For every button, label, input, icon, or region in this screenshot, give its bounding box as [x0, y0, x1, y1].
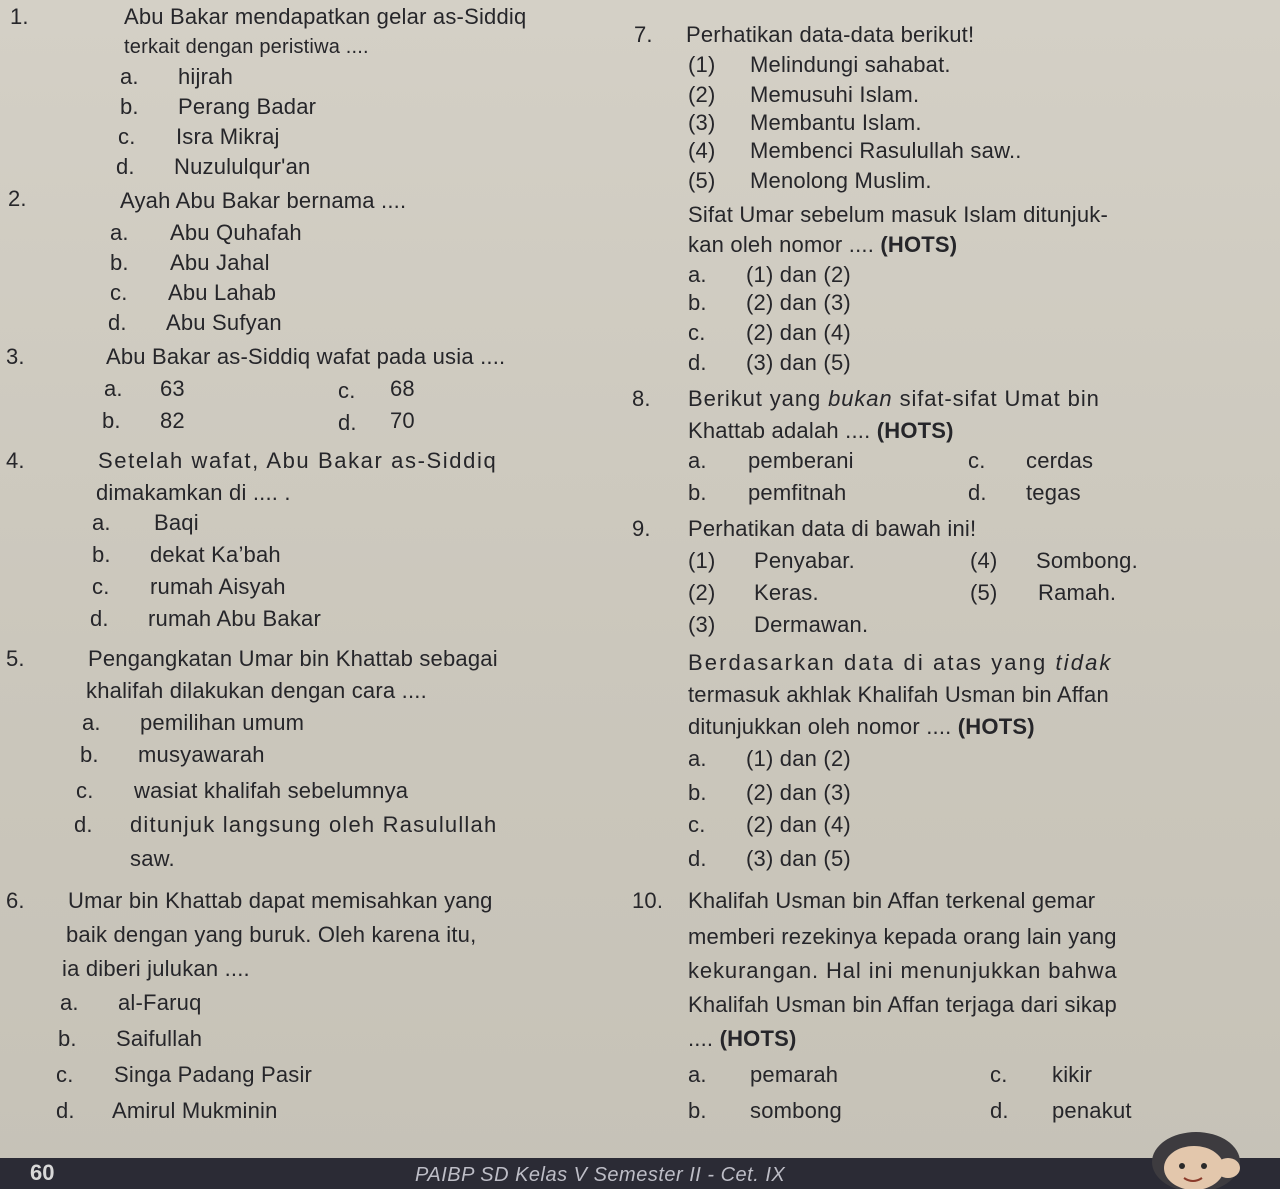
data-number: (4) — [970, 548, 998, 573]
option-letter: c. — [56, 1062, 74, 1087]
option-letter: c. — [118, 124, 136, 149]
data-text: Melindungi sahabat. — [750, 52, 951, 77]
option-text: Abu Quhafah — [170, 220, 302, 245]
option-letter: b. — [110, 250, 129, 275]
data-text: Dermawan. — [754, 612, 869, 637]
data-number: (5) — [970, 580, 998, 605]
option-text: tegas — [1026, 480, 1081, 505]
option-letter: d. — [688, 350, 707, 375]
option-text: 70 — [390, 408, 415, 433]
option-text: pemberani — [748, 448, 854, 473]
option-letter: d. — [968, 480, 987, 505]
question-stem: kekurangan. Hal ini menunjukkan bahwa — [688, 958, 1118, 983]
data-number: (4) — [688, 138, 716, 163]
data-text: Ramah. — [1038, 580, 1117, 605]
option-text: (1) dan (2) — [746, 746, 851, 771]
option-text: Isra Mikraj — [176, 124, 280, 149]
option-text: (2) dan (4) — [746, 812, 851, 837]
option-letter: a. — [104, 376, 123, 401]
option-letter: d. — [338, 410, 357, 435]
option-text: Abu Jahal — [170, 250, 270, 275]
question-number: 9. — [632, 516, 651, 541]
option-letter: a. — [688, 262, 707, 287]
option-letter: a. — [688, 448, 707, 473]
option-letter: b. — [102, 408, 121, 433]
question-prompt: Sifat Umar sebelum masuk Islam ditunjuk- — [688, 202, 1109, 227]
option-text: kikir — [1052, 1062, 1093, 1087]
question-number: 10. — [632, 888, 664, 913]
option-letter: d. — [116, 154, 135, 179]
question-stem: Abu Bakar as-Siddiq wafat pada usia .... — [106, 344, 506, 369]
question-stem: khalifah dilakukan dengan cara .... — [86, 678, 427, 703]
question-prompt: Berdasarkan data di atas yang tidak — [688, 650, 1113, 675]
option-letter: a. — [688, 1062, 707, 1087]
option-text: Abu Lahab — [168, 280, 277, 305]
option-letter: c. — [110, 280, 128, 305]
question-prompt: termasuk akhlak Khalifah Usman bin Affan — [688, 682, 1109, 707]
option-letter: b. — [688, 290, 707, 315]
option-text: pemfitnah — [748, 480, 847, 505]
question-prompt: ditunjukkan oleh nomor .... (HOTS) — [688, 714, 1035, 739]
question-number: 6. — [6, 888, 25, 913]
option-letter: c. — [76, 778, 94, 803]
question-number: 8. — [632, 386, 651, 411]
question-stem: ia diberi julukan .... — [62, 956, 250, 981]
question-stem: Pengangkatan Umar bin Khattab sebagai — [88, 646, 498, 671]
question-stem: baik dengan yang buruk. Oleh karena itu, — [66, 922, 477, 947]
option-text: Abu Sufyan — [166, 310, 282, 335]
option-text: penakut — [1052, 1098, 1132, 1123]
hots-label: (HOTS) — [719, 1026, 797, 1051]
question-stem: Berikut yang bukan sifat-sifat Umat bin — [688, 386, 1100, 411]
question-stem: Perhatikan data-data berikut! — [686, 22, 975, 47]
option-letter: a. — [688, 746, 707, 771]
option-letter: a. — [120, 64, 139, 89]
option-letter: c. — [688, 812, 706, 837]
option-letter: c. — [338, 378, 356, 403]
option-letter: b. — [688, 780, 707, 805]
option-text: 63 — [160, 376, 185, 401]
question-stem: Ayah Abu Bakar bernama .... — [120, 188, 407, 213]
option-text: wasiat khalifah sebelumnya — [134, 778, 409, 803]
option-letter: d. — [74, 812, 93, 837]
question-stem: memberi rezekinya kepada orang lain yang — [688, 924, 1117, 949]
option-letter: b. — [120, 94, 139, 119]
data-number: (2) — [688, 82, 716, 107]
option-text: (2) dan (3) — [746, 780, 851, 805]
footer-text: PAIBP SD Kelas V Semester II - Cet. IX — [415, 1164, 786, 1186]
question-number: 7. — [634, 22, 653, 47]
option-text-continuation: saw. — [130, 846, 175, 871]
option-letter: d. — [90, 606, 109, 631]
option-text: Nuzululqur'an — [174, 154, 311, 179]
question-number: 5. — [6, 646, 25, 671]
option-letter: b. — [58, 1026, 77, 1051]
data-text: Sombong. — [1036, 548, 1138, 573]
option-text: sombong — [750, 1098, 842, 1123]
option-letter: d. — [990, 1098, 1009, 1123]
student-mascot-icon — [1140, 1128, 1260, 1189]
option-text: Saifullah — [116, 1026, 203, 1051]
option-letter: c. — [688, 320, 706, 345]
option-letter: a. — [82, 710, 101, 735]
option-text: (2) dan (3) — [746, 290, 851, 315]
data-text: Memusuhi Islam. — [750, 82, 920, 107]
option-text: (3) dan (5) — [746, 846, 851, 871]
question-number: 1. — [10, 4, 29, 29]
option-letter: a. — [60, 990, 79, 1015]
data-number: (3) — [688, 110, 716, 135]
question-stem: Khalifah Usman bin Affan terkenal gemar — [688, 888, 1096, 913]
question-stem: Khattab adalah .... (HOTS) — [688, 418, 954, 443]
data-text: Membantu Islam. — [750, 110, 922, 135]
question-number: 3. — [6, 344, 25, 369]
option-text: rumah Aisyah — [150, 574, 286, 599]
option-letter: c. — [92, 574, 110, 599]
option-text: (1) dan (2) — [746, 262, 851, 287]
option-letter: b. — [688, 1098, 707, 1123]
question-stem: .... (HOTS) — [688, 1026, 797, 1051]
data-text: Penyabar. — [754, 548, 855, 573]
option-text: Baqi — [154, 510, 199, 535]
question-stem: terkait dengan peristiwa .... — [124, 36, 369, 58]
question-stem: Umar bin Khattab dapat memisahkan yang — [68, 888, 493, 913]
page-number: 60 — [30, 1160, 55, 1185]
option-text: dekat Ka’bah — [150, 542, 281, 567]
question-stem: Abu Bakar mendapatkan gelar as-Siddiq — [124, 4, 527, 29]
option-letter: d. — [108, 310, 127, 335]
hots-label: (HOTS) — [876, 418, 954, 443]
option-text: cerdas — [1026, 448, 1094, 473]
question-stem: Setelah wafat, Abu Bakar as-Siddiq — [98, 448, 498, 473]
option-text: (3) dan (5) — [746, 350, 851, 375]
data-text: Menolong Muslim. — [750, 168, 932, 193]
hots-label: (HOTS) — [880, 232, 958, 257]
question-stem: Khalifah Usman bin Affan terjaga dari sikap — [688, 992, 1117, 1017]
option-text: rumah Abu Bakar — [148, 606, 321, 631]
question-number: 2. — [8, 186, 27, 211]
hots-label: (HOTS) — [957, 714, 1035, 739]
option-text: pemarah — [750, 1062, 839, 1087]
option-letter: b. — [688, 480, 707, 505]
option-text: ditunjuk langsung oleh Rasulullah — [130, 812, 498, 837]
question-stem: dimakamkan di .... . — [96, 480, 291, 505]
option-letter: c. — [990, 1062, 1008, 1087]
option-letter: c. — [968, 448, 986, 473]
option-letter: b. — [92, 542, 111, 567]
option-letter: d. — [688, 846, 707, 871]
question-stem: Perhatikan data di bawah ini! — [688, 516, 977, 541]
question-prompt: kan oleh nomor .... (HOTS) — [688, 232, 958, 257]
option-text: Perang Badar — [178, 94, 317, 119]
option-text: (2) dan (4) — [746, 320, 851, 345]
option-text: 68 — [390, 376, 415, 401]
option-text: Singa Padang Pasir — [114, 1062, 313, 1087]
option-text: hijrah — [178, 64, 234, 89]
option-letter: d. — [56, 1098, 75, 1123]
data-text: Keras. — [754, 580, 819, 605]
option-letter: a. — [92, 510, 111, 535]
option-text: musyawarah — [138, 742, 265, 767]
option-text: 82 — [160, 408, 185, 433]
option-letter: a. — [110, 220, 129, 245]
option-text: al-Faruq — [118, 990, 202, 1015]
data-number: (1) — [688, 52, 716, 77]
option-letter: b. — [80, 742, 99, 767]
data-number: (2) — [688, 580, 716, 605]
data-number: (1) — [688, 548, 716, 573]
option-text: pemilihan umum — [140, 710, 305, 735]
option-text: Amirul Mukminin — [112, 1098, 278, 1123]
data-text: Membenci Rasulullah saw.. — [750, 138, 1022, 163]
data-number: (5) — [688, 168, 716, 193]
data-number: (3) — [688, 612, 716, 637]
question-number: 4. — [6, 448, 25, 473]
